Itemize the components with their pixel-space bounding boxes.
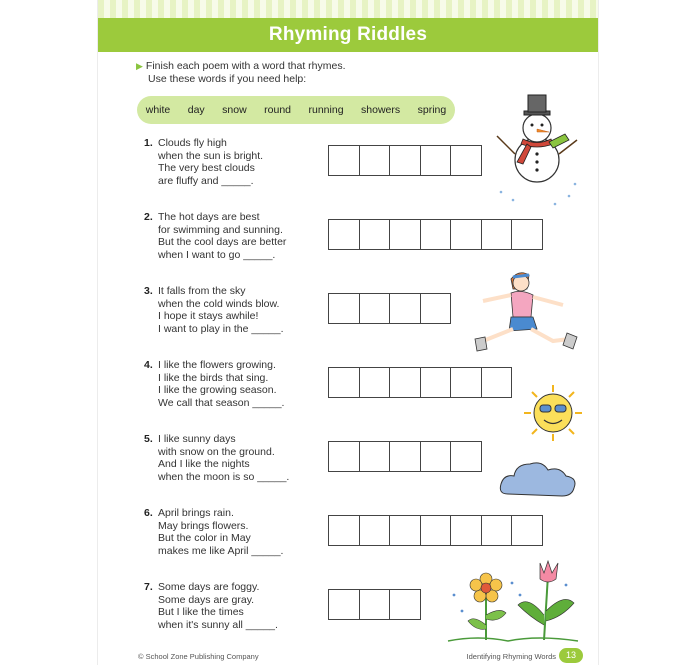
answer-boxes xyxy=(328,367,511,398)
answer-letter-box[interactable] xyxy=(389,589,421,620)
poem-line: when the sun is bright. xyxy=(158,149,264,162)
snowman-illustration xyxy=(491,92,583,212)
answer-letter-box[interactable] xyxy=(328,145,360,176)
page-title: Rhyming Riddles xyxy=(98,18,598,52)
answer-letter-box[interactable] xyxy=(481,367,513,398)
riddle-number: 6. xyxy=(144,507,153,519)
answer-letter-box[interactable] xyxy=(481,515,513,546)
page-number: 13 xyxy=(559,648,583,663)
poem-line: Some days are gray. xyxy=(158,593,255,606)
riddle-number: 2. xyxy=(144,211,153,223)
riddle-item xyxy=(144,285,284,335)
answer-letter-box[interactable] xyxy=(359,515,391,546)
answer-letter-box[interactable] xyxy=(389,515,421,546)
poem-line: when the cold winds blow. xyxy=(158,297,280,310)
poem-line: Some days are foggy. xyxy=(158,581,260,593)
riddle-poem xyxy=(158,581,278,631)
poem-line: April brings rain. xyxy=(158,507,234,519)
word-bank-word: showers xyxy=(361,104,401,116)
poem-line: I want to play in the _____. xyxy=(158,322,284,335)
riddle-number: 3. xyxy=(144,285,153,297)
poem-line: with snow on the ground. xyxy=(158,445,275,458)
instructions xyxy=(136,60,346,86)
play-arrow-icon: ▶ xyxy=(136,61,143,71)
answer-letter-box[interactable] xyxy=(359,589,391,620)
poem-line: May brings flowers. xyxy=(158,519,249,532)
answer-letter-box[interactable] xyxy=(450,145,482,176)
top-stripes xyxy=(98,0,598,18)
riddle-item xyxy=(144,507,283,557)
poem-line: We call that season _____. xyxy=(158,396,285,409)
poem-line: And I like the nights xyxy=(158,458,250,470)
poem-line: are fluffy and _____. xyxy=(158,174,254,187)
poem-line: But the color in May xyxy=(158,532,251,544)
poem-line: It falls from the sky xyxy=(158,285,246,297)
word-bank-word: day xyxy=(187,104,205,116)
poem-line: I hope it stays awhile! xyxy=(158,310,259,322)
answer-letter-box[interactable] xyxy=(328,293,360,324)
poem-line: But I like the times xyxy=(158,606,244,618)
poem-line: when the moon is so _____. xyxy=(158,470,290,483)
riddle-item xyxy=(144,433,289,483)
word-bank-word: spring xyxy=(417,104,447,116)
instructions-line-2: Use these words if you need help: xyxy=(148,73,307,85)
riddle-poem xyxy=(158,433,289,483)
poem-line: I like the flowers growing. xyxy=(158,359,276,371)
word-bank xyxy=(137,96,455,124)
answer-letter-box[interactable] xyxy=(450,441,482,472)
answer-letter-box[interactable] xyxy=(359,441,391,472)
instructions-line-1: Finish each poem with a word that rhymes. xyxy=(145,60,346,72)
word-bank-word: round xyxy=(264,104,292,116)
poem-line: when it's sunny all _____. xyxy=(158,618,278,631)
answer-letter-box[interactable] xyxy=(328,441,360,472)
riddle-item xyxy=(144,359,284,409)
poem-line: The very best clouds xyxy=(158,162,255,174)
word-bank-word: white xyxy=(145,104,171,116)
riddle-number: 4. xyxy=(144,359,153,371)
poem-line: I like the birds that sing. xyxy=(158,371,269,384)
riddle-poem xyxy=(158,211,286,261)
poem-line: I like the growing season. xyxy=(158,384,277,396)
answer-boxes xyxy=(328,219,542,250)
riddle-item xyxy=(144,137,263,187)
answer-letter-box[interactable] xyxy=(328,515,360,546)
riddle-item xyxy=(144,581,278,631)
answer-letter-box[interactable] xyxy=(328,367,360,398)
answer-boxes xyxy=(328,515,542,546)
answer-letter-box[interactable] xyxy=(389,367,421,398)
riddle-number: 5. xyxy=(144,433,153,445)
cloud-illustration xyxy=(498,456,578,501)
poem-line: But the cool days are better xyxy=(158,236,287,248)
answer-letter-box[interactable] xyxy=(328,589,360,620)
answer-letter-box[interactable] xyxy=(420,219,452,250)
answer-letter-box[interactable] xyxy=(420,145,452,176)
answer-letter-box[interactable] xyxy=(450,219,482,250)
answer-letter-box[interactable] xyxy=(420,441,452,472)
answer-letter-box[interactable] xyxy=(359,293,391,324)
smiling-sun-illustration xyxy=(520,383,586,443)
poem-line: for swimming and sunning. xyxy=(158,223,283,236)
riddle-item xyxy=(144,211,286,261)
answer-letter-box[interactable] xyxy=(450,515,482,546)
answer-letter-box[interactable] xyxy=(420,367,452,398)
answer-letter-box[interactable] xyxy=(450,367,482,398)
riddle-poem xyxy=(158,507,283,557)
word-bank-word: snow xyxy=(222,104,247,116)
poem-line: makes me like April _____. xyxy=(158,544,284,557)
riddle-poem xyxy=(158,359,284,409)
answer-boxes xyxy=(328,293,450,324)
answer-letter-box[interactable] xyxy=(420,515,452,546)
riddle-poem xyxy=(158,285,284,335)
copyright-text: © School Zone Publishing Company xyxy=(138,652,259,661)
answer-letter-box[interactable] xyxy=(389,145,421,176)
poem-line: Clouds fly high xyxy=(158,137,227,149)
riddle-number: 1. xyxy=(144,137,153,149)
running-girl-illustration xyxy=(453,265,583,360)
answer-letter-box[interactable] xyxy=(481,219,513,250)
answer-letter-box[interactable] xyxy=(328,219,360,250)
answer-letter-box[interactable] xyxy=(420,293,452,324)
answer-letter-box[interactable] xyxy=(359,219,391,250)
worksheet-page xyxy=(98,0,598,665)
answer-letter-box[interactable] xyxy=(389,441,421,472)
riddle-poem xyxy=(158,137,263,187)
poem-line: I like sunny days xyxy=(158,433,236,445)
answer-letter-box[interactable] xyxy=(359,367,391,398)
flowers-illustration xyxy=(448,555,578,645)
answer-letter-box[interactable] xyxy=(389,293,421,324)
poem-line: The hot days are best xyxy=(158,211,260,223)
answer-boxes xyxy=(328,441,481,472)
riddle-number: 7. xyxy=(144,581,153,593)
section-label: Identifying Rhyming Words xyxy=(466,652,556,661)
answer-letter-box[interactable] xyxy=(389,219,421,250)
answer-letter-box[interactable] xyxy=(511,219,543,250)
word-bank-word: running xyxy=(308,104,344,116)
poem-line: when I want to go _____. xyxy=(158,248,276,261)
answer-letter-box[interactable] xyxy=(511,515,543,546)
answer-letter-box[interactable] xyxy=(359,145,391,176)
answer-boxes xyxy=(328,589,420,620)
answer-boxes xyxy=(328,145,481,176)
